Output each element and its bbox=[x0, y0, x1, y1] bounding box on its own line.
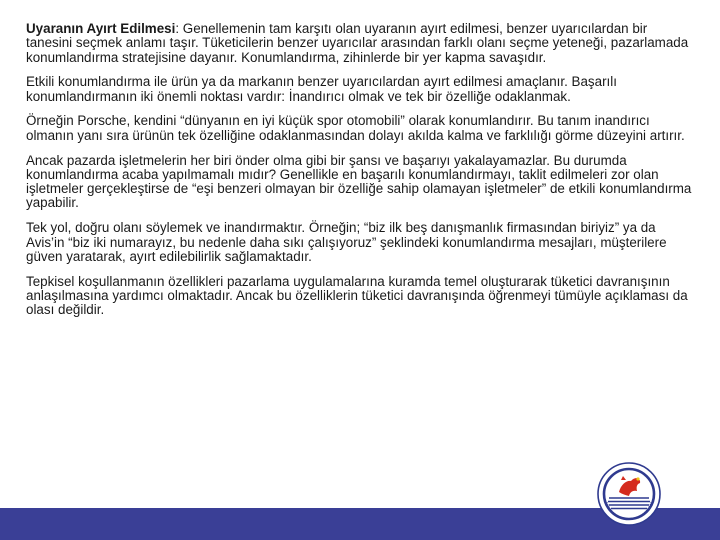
paragraph-6 bbox=[26, 275, 694, 318]
paragraph-3 bbox=[26, 114, 694, 143]
paragraph-text: Tepkisel koşullanmanın özellikleri pazarlama uygulamalarına kuramda temel oluşturarak tüketici davranışının anlaşılmasına yardımcı olmaktadır. Ancak bu özelliklerin tüketici davranışında öğrenmeyi tümüyle açıklaması da olası değildir. bbox=[26, 273, 688, 318]
paragraph-text: Ancak pazarda işletmelerin her biri önder olma gibi bir şansı ve başarıyı yakalayamazlar. Bu durumda konumlandırma acaba yapılmamalı mıdır? Genellikle en başarılı konumlandırmayı, taklit edilmeleri zor olan işletmeler gerçekleştirse de “eşi benzeri olmayan bir özelliğe sahip olamayan işletmeler” de etkili konumlandırma yapabilir. bbox=[26, 152, 692, 211]
paragraph-text: Etkili konumlandırma ile ürün ya da markanın benzer uyarıcılardan ayırt edilmesi amaçlanır. Başarılı konumlandırmanın iki önemli noktası vardır: İnandırıcı olmak ve tek bir özelliğe odaklanmak. bbox=[26, 74, 617, 104]
document-body bbox=[26, 22, 694, 328]
paragraph-4 bbox=[26, 154, 694, 211]
paragraph-title: Uyaranın Ayırt Edilmesi bbox=[26, 21, 176, 36]
paragraph-text: Örneğin Porsche, kendini “dünyanın en iyi küçük spor otomobili” olarak konumlandırır. Bu tanım inandırıcı olmanın yanı sıra ürünün tek özelliğine odaklanmasından dolayı akılda kalma ve farklılığı görme düzeyini artırır. bbox=[26, 113, 685, 143]
paragraph-text: Tek yol, doğru olanı söylemek ve inandırmaktır. Örneğin; “biz ilk beş danışmanlık firmasından biriyiz” ya da Avis’in “biz iki numarayız, bu nedenle daha sıkı çalışıyoruz” şeklindeki konumlandırma mesajları, müşterilere güven yaratarak, ayırt edilebilirlik sağlamaktadır. bbox=[26, 220, 667, 264]
paragraph-1 bbox=[26, 22, 694, 65]
paragraph-5 bbox=[26, 221, 694, 264]
paragraph-text: : Genellemenin tam karşıtı olan uyaranın ayırt edilmesi, benzer uyarıcılardan bir tanesini seçmek anlamı taşır. Tüketicilerin benzer uyarıcılar arasından farklı olanı seçme yeteneği, pazarlamada konumlandırma stratejisine dayanır. Konumlandırma, zihinlerde bir yer kapma savaşıdır. bbox=[26, 21, 689, 65]
paragraph-2 bbox=[26, 75, 694, 104]
university-seal-icon bbox=[597, 462, 661, 526]
